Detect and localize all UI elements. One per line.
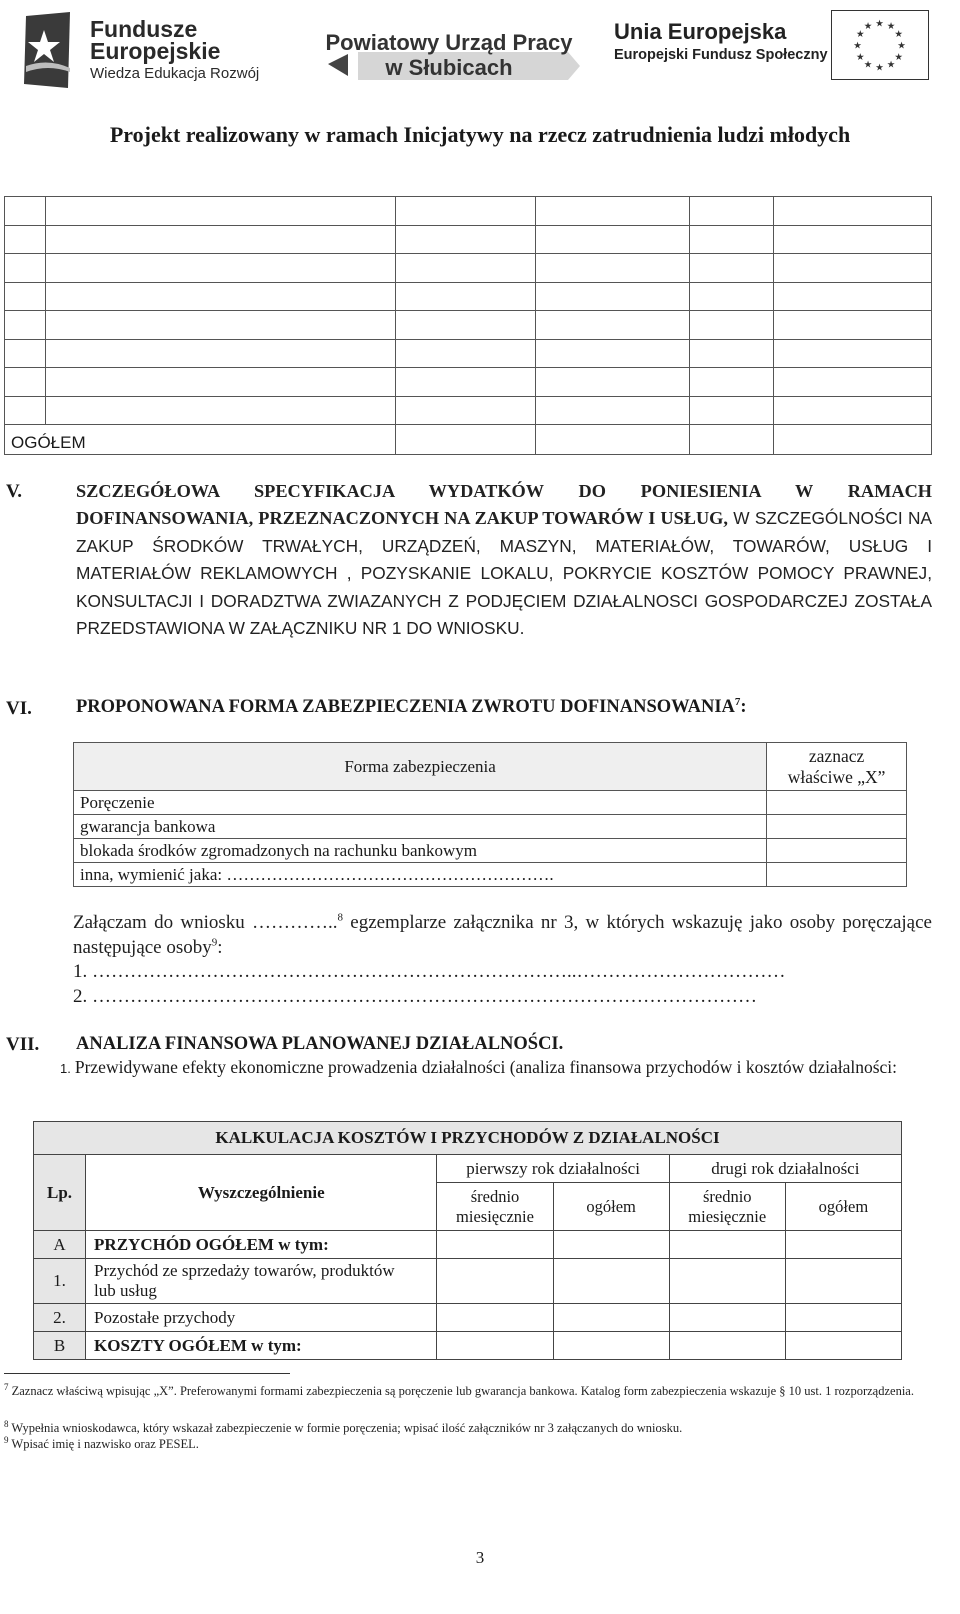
table-cell[interactable]	[536, 225, 690, 254]
fe-logo-line1: Fundusze	[90, 16, 198, 42]
total-row	[5, 425, 932, 455]
fundusze-europejskie-logo	[22, 8, 287, 92]
fe-logo-line3: Wiedza Edukacja Rozwój	[90, 65, 260, 82]
svg-text:★: ★	[856, 28, 865, 40]
col-header-form: Forma zabezpieczenia	[74, 743, 767, 791]
section-7-heading: ANALIZA FINANSOWA PLANOWANEJ DZIAŁALNOŚCI.	[76, 1034, 564, 1054]
value-cell[interactable]	[437, 1332, 553, 1360]
row-label: PRZYCHÓD OGÓŁEM w tym:	[86, 1231, 437, 1259]
table-cell[interactable]	[536, 197, 690, 226]
svg-text:★: ★	[863, 21, 873, 33]
table-cell[interactable]	[774, 425, 932, 455]
table-cell[interactable]	[5, 396, 46, 425]
table-row	[5, 282, 932, 311]
footnote-divider	[4, 1373, 290, 1374]
table-cell[interactable]	[395, 282, 536, 311]
table-row	[34, 1304, 902, 1332]
powiatowy-urzad-pracy-logo	[318, 24, 588, 94]
table-row	[5, 254, 932, 283]
col-header-avg-y2	[669, 1183, 785, 1231]
row-label: KOSZTY OGÓŁEM w tym:	[86, 1332, 437, 1360]
footnote-text: Wypełnia wnioskodawca, który wskazał zabezpieczenie w formie poręczenia; wpisać ilość załączników nr 3 załączanych do wniosku.	[8, 1421, 683, 1435]
option-mark-cell[interactable]	[767, 815, 907, 839]
eu-flag-icon	[831, 10, 929, 80]
option-label: inna, wymienić jaka: ………………………………………………….	[74, 863, 767, 887]
table-cell[interactable]	[690, 254, 774, 283]
svg-text:★: ★	[863, 59, 873, 71]
ue-logo-line2: Europejski Fundusz Społeczny	[614, 47, 828, 63]
value-cell[interactable]	[669, 1231, 785, 1259]
col-header-mark-line1: zaznacz	[808, 745, 865, 766]
footnote-number: 9	[4, 1434, 9, 1445]
attachment-text-a: Załączam do wniosku …………..	[73, 912, 338, 933]
table-cell[interactable]	[5, 339, 46, 368]
table-cell[interactable]	[536, 425, 690, 455]
value-cell[interactable]	[785, 1304, 901, 1332]
table-cell[interactable]	[690, 197, 774, 226]
svg-text:★: ★	[886, 21, 896, 33]
table-cell[interactable]	[45, 396, 395, 425]
table-cell[interactable]	[536, 396, 690, 425]
table-cell[interactable]	[5, 282, 46, 311]
value-cell[interactable]	[669, 1259, 785, 1304]
table-cell[interactable]	[774, 396, 932, 425]
table-cell[interactable]	[395, 425, 536, 455]
project-title: Projekt realizowany w ramach Inicjatywy na rzecz zatrudnienia ludzi młodych	[109, 122, 851, 147]
item-number: 1.	[60, 1061, 71, 1076]
section-6-number: VI.	[6, 698, 32, 719]
table-cell[interactable]	[5, 368, 46, 397]
table-cell[interactable]	[5, 197, 46, 226]
section-6-heading-text: PROPONOWANA FORMA ZABEZPIECZENIA ZWROTU DOFINANSOWANIA	[76, 697, 735, 717]
value-cell[interactable]	[553, 1304, 669, 1332]
col-header-avg-y1	[437, 1183, 553, 1231]
table-row	[34, 1259, 902, 1304]
value-cell[interactable]	[437, 1231, 553, 1259]
table-row	[34, 1332, 902, 1360]
footnote-ref-7: 7	[734, 695, 741, 708]
footnote-number: 8	[4, 1418, 9, 1429]
table-row	[34, 1231, 902, 1259]
table-cell[interactable]	[45, 339, 395, 368]
page-number: 3	[475, 1548, 485, 1567]
table-cell[interactable]	[395, 339, 536, 368]
table-cell[interactable]	[536, 254, 690, 283]
table-cell[interactable]	[774, 339, 932, 368]
table-cell[interactable]	[536, 339, 690, 368]
table-row	[5, 339, 932, 368]
svg-text:★: ★	[894, 28, 903, 40]
value-cell[interactable]	[553, 1332, 669, 1360]
value-cell[interactable]	[669, 1304, 785, 1332]
table-cell[interactable]	[690, 339, 774, 368]
option-mark-cell[interactable]	[767, 791, 907, 815]
cost-revenue-table	[33, 1121, 902, 1360]
footnote-7	[4, 1383, 934, 1399]
avg-line2: miesięcznie	[456, 1206, 534, 1226]
guarantor-line-2[interactable]: 2. ……………………………………………………………………………………………	[73, 986, 757, 1007]
table-title-row	[34, 1122, 902, 1155]
table-cell[interactable]	[774, 368, 932, 397]
table-cell[interactable]	[45, 282, 395, 311]
col-header-wyszczegolnienie: Wyszczególnienie	[86, 1155, 437, 1231]
table-cell[interactable]	[45, 311, 395, 340]
table-cell[interactable]	[395, 225, 536, 254]
section-6-heading	[76, 697, 747, 718]
svg-text:★: ★	[856, 51, 865, 63]
table-cell[interactable]	[690, 396, 774, 425]
svg-text:★: ★	[894, 51, 903, 63]
table-cell[interactable]	[536, 282, 690, 311]
section-7-item-1	[60, 1056, 930, 1080]
table-row	[74, 791, 907, 815]
option-mark-cell[interactable]	[767, 863, 907, 887]
header-logos	[0, 4, 960, 96]
row-label-line1: Przychód ze sprzedaży towarów, produktów	[94, 1261, 395, 1280]
total-label: OGÓŁEM	[5, 425, 396, 455]
row-lp: B	[34, 1332, 86, 1360]
footnote-9	[4, 1436, 934, 1452]
table-title: KALKULACJA KOSZTÓW I PRZYCHODÓW Z DZIAŁALNOŚCI	[34, 1122, 902, 1155]
value-cell[interactable]	[553, 1231, 669, 1259]
table-cell[interactable]	[774, 254, 932, 283]
table-cell[interactable]	[5, 254, 46, 283]
table-cell[interactable]	[5, 225, 46, 254]
section-5-number: V.	[6, 481, 23, 502]
table-cell[interactable]	[536, 368, 690, 397]
table-row	[5, 225, 932, 254]
table-row	[5, 368, 932, 397]
footnote-text: Wpisać imię i nazwisko oraz PESEL.	[8, 1437, 199, 1451]
col-header-mark-line2: właściwe „X”	[787, 766, 886, 787]
footnote-8	[4, 1420, 934, 1436]
col-header-year2: drugi rok działalności	[669, 1155, 901, 1183]
col-header-lp: Lp.	[34, 1155, 86, 1231]
option-label: blokada środków zgromadzonych na rachunku bankowym	[74, 839, 767, 863]
table-cell[interactable]	[395, 368, 536, 397]
table-cell[interactable]	[395, 254, 536, 283]
table-cell[interactable]	[45, 225, 395, 254]
col-header-year1: pierwszy rok działalności	[437, 1155, 669, 1183]
row-label: Pozostałe przychody	[86, 1304, 437, 1332]
value-cell[interactable]	[785, 1332, 901, 1360]
section-5-text	[76, 478, 932, 642]
row-lp: 1.	[34, 1259, 86, 1304]
fe-star-icon	[22, 10, 74, 90]
section-7-number: VII.	[6, 1034, 40, 1055]
option-label: Poręczenie	[74, 791, 767, 815]
table-row	[74, 815, 907, 839]
col-header-total-y2: ogółem	[785, 1183, 901, 1231]
section-5-bold-text: SZCZEGÓŁOWA SPECYFIKACJA WYDATKÓW DO PONIESIENIA W RAMACH DOFINANSOWANIA, PRZEZNACZONYCH NA ZAKUP TOWARÓW I USŁUG,	[76, 481, 932, 529]
attachment-text-b: egzemplarze załącznika nr 3, w których wskazuję jako osoby poręczające następujące osoby	[73, 912, 932, 958]
svg-text:★: ★	[875, 18, 884, 30]
item-text: Przewidywane efekty ekonomiczne prowadzenia działalności (analiza finansowa przychodów i kosztów działalności:	[74, 1057, 898, 1077]
value-cell[interactable]	[785, 1259, 901, 1304]
row-label	[86, 1259, 437, 1304]
attachment-statement	[73, 910, 932, 960]
table-cell[interactable]	[395, 197, 536, 226]
table-cell[interactable]	[536, 311, 690, 340]
table-cell[interactable]	[45, 368, 395, 397]
table-cell[interactable]	[774, 282, 932, 311]
table-row	[74, 863, 907, 887]
value-cell[interactable]	[669, 1332, 785, 1360]
value-cell[interactable]	[437, 1304, 553, 1332]
expenses-table	[4, 196, 932, 455]
table-cell[interactable]	[395, 311, 536, 340]
footnote-ref-8: 8	[337, 911, 343, 924]
table-cell[interactable]	[690, 368, 774, 397]
row-lp: 2.	[34, 1304, 86, 1332]
row-label-line2: lub usług	[94, 1281, 157, 1300]
footnote-number: 7	[4, 1381, 9, 1392]
table-header-row	[34, 1155, 902, 1183]
pup-logo-line1: Powiatowy Urząd Pracy	[325, 30, 573, 55]
svg-text:★: ★	[897, 40, 906, 52]
table-cell[interactable]	[690, 311, 774, 340]
footnote-ref-9: 9	[211, 936, 218, 949]
footnote-text: Zaznacz właściwą wpisując „X”. Preferowanymi formami zabezpieczenia są poręczenie lub gwarancja bankowa. Katalog form zabezpieczenia wskazuje § 10 ust. 1 rozporządzenia.	[8, 1384, 914, 1398]
avg-line1: średnio	[470, 1186, 520, 1206]
section-5-body-text: W SZCZEGÓLNOŚCI NA ZAKUP ŚRODKÓW TRWAŁYCH, URZĄDZEŃ, MASZYN, MATERIAŁÓW, TOWARÓW, USŁUG I MATERIAŁÓW REKLAMOWYCH , POZYSKANIE LOKALU, POKRYCIE KOSZTÓW POMOCY PRAWNEJ, KONSULTACJI I DORADZTWA ZWIAZANYCH Z PODJĘCIEM DZIAŁALNOSCI GOSPODARCZEJ ZOSTAŁA PRZEDSTAWIONA W ZAŁĄCZNIKU NR 1 DO WNIOSKU.	[76, 508, 932, 639]
table-header-row	[74, 743, 907, 791]
section-6-heading-colon: :	[740, 697, 747, 717]
avg-line2: miesięcznie	[688, 1206, 767, 1226]
table-row	[5, 197, 932, 226]
table-row	[74, 839, 907, 863]
security-form-table	[73, 742, 907, 887]
col-header-total-y1: ogółem	[553, 1183, 669, 1231]
fe-logo-line2: Europejskie	[90, 38, 221, 64]
attachment-text-c: :	[217, 937, 223, 958]
table-cell[interactable]	[774, 311, 932, 340]
option-label: gwarancja bankowa	[74, 815, 767, 839]
table-row	[5, 396, 932, 425]
row-lp: A	[34, 1231, 86, 1259]
table-cell[interactable]	[45, 254, 395, 283]
svg-text:★: ★	[853, 40, 862, 52]
value-cell[interactable]	[553, 1259, 669, 1304]
unia-europejska-logo	[614, 18, 828, 64]
pup-logo-line2: w Słubicach	[385, 55, 513, 80]
table-cell[interactable]	[395, 396, 536, 425]
table-cell[interactable]	[45, 197, 395, 226]
svg-text:★: ★	[886, 59, 896, 71]
table-cell[interactable]	[774, 197, 932, 226]
value-cell[interactable]	[437, 1259, 553, 1304]
option-mark-cell[interactable]	[767, 839, 907, 863]
ue-logo-line1: Unia Europejska	[614, 19, 787, 44]
table-cell[interactable]	[690, 282, 774, 311]
value-cell[interactable]	[785, 1231, 901, 1259]
table-cell[interactable]	[5, 311, 46, 340]
table-cell[interactable]	[690, 225, 774, 254]
svg-text:★: ★	[875, 62, 884, 74]
table-cell[interactable]	[690, 425, 774, 455]
table-cell[interactable]	[774, 225, 932, 254]
guarantor-line-1[interactable]: 1. …………………………………………………………………..……………………………	[73, 961, 786, 982]
col-header-mark	[767, 743, 907, 791]
table-row	[5, 311, 932, 340]
avg-line1: średnio	[702, 1186, 752, 1206]
